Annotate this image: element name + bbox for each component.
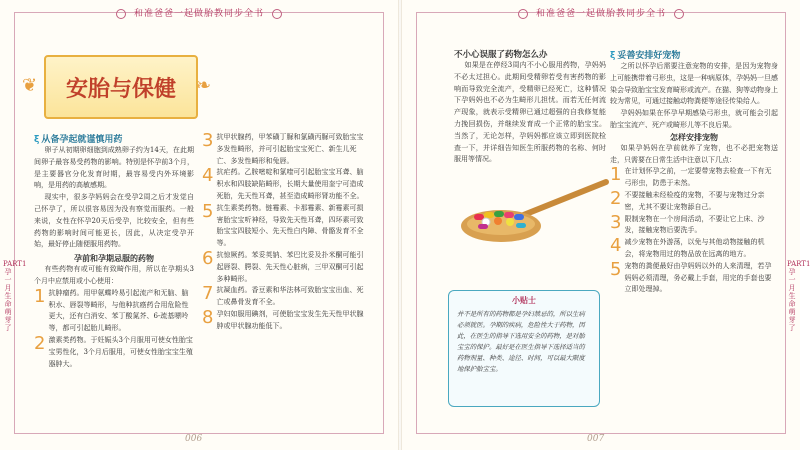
list-item: 3 抗甲状腺药，甲苯磺丁脲和氯磺丙脲可致胎宝宝多发性畸形，并可引起胎宝宝死亡、新生儿死亡、多发性畸形和兔唇。 bbox=[202, 130, 364, 165]
spoon-handle bbox=[516, 182, 606, 218]
tip-title: 小贴士 bbox=[512, 295, 536, 305]
right-running-header bbox=[402, 6, 800, 19]
ornament-icon bbox=[518, 9, 528, 19]
ornament-icon bbox=[116, 9, 126, 19]
page-number-right: 007 bbox=[587, 434, 605, 444]
pill-spoon-image bbox=[456, 178, 606, 256]
tip-body: 并不是所有的药物都是孕妇禁忌的，所以生病必须就医。孕期的疾病，危险性大于药物，因此，在医生的指导下选用安全的药物，是对胎宝宝的保护。最好是在医生指导下选择适当的药物剂量、种类、途径、时间，可以最大限度地保护胎宝宝。 bbox=[457, 310, 585, 373]
paragraph: 孕妈妈如果在怀孕早期感染弓形虫，就可能会引起胎宝宝流产、死产或畸形儿等不良后果。 bbox=[610, 109, 778, 129]
left-page bbox=[0, 0, 398, 450]
section-heading: 不小心误服了药物怎么办 bbox=[454, 50, 548, 60]
left-column-2 bbox=[202, 132, 366, 333]
paragraph: 如果是在停经3周内不小心服用药物，孕妈妈不必太过担心。此期间受精卵若受有害药物的影响而导致完全流产，受精卵已经死亡，这种情况下孕妈妈也不必为生畸形儿担忧。而若无任何流产现象，就表示受精卵已通过超强的自我修复能力挽回损伤，并继续发育成一个正常的胎宝宝。当然了，无论怎样，孕妈妈都应该立即到医院检查一下，并详细告知医生所服药物的名称、何时服用等情况。 bbox=[454, 61, 606, 164]
paragraph: 卵子从初期卵细胞到成熟卵子约为14天，在此期间卵子最容易受药物的影响。特别是怀孕前3个月，是主要器官分化发育时期，最容易受内外环境影响，是用药的高敏感期。 bbox=[34, 146, 194, 190]
left-running-header bbox=[0, 6, 398, 19]
list-item: 8 孕妇如服用碘剂，可使胎宝宝发生先天性甲状腺肿或甲状腺功能低下。 bbox=[202, 306, 364, 330]
subheading: 怎样安排宠物 bbox=[670, 131, 718, 142]
right-column-1 bbox=[454, 48, 606, 166]
list-item: 7 抗凝血药。香豆素和华法林可致胎宝宝出血、死亡或鼻骨发育不全。 bbox=[202, 283, 364, 307]
subheading: 孕前和孕期忌服的药物 bbox=[74, 253, 154, 264]
section-heading: ξ 妥善安排好宠物 bbox=[610, 51, 681, 61]
list-item: 3 限制宠物在一个房间活动，不要让它上床、沙发，接触宠物后要洗手。 bbox=[610, 211, 765, 235]
list-item: 5 宠物的粪便最好由孕妈妈以外的人来清理，若孕妈妈必须清理，务必戴上手套，用完的手套也要立即处理掉。 bbox=[610, 258, 772, 294]
list-item: 6 抗惊厥药。苯妥英钠、苯巴比妥及扑米酮可能引起唇裂、腭裂、先天性心脏病，三甲双酮可引起多种畸形。 bbox=[202, 247, 364, 283]
section-heading: ξ 从备孕起就谨慎用药 bbox=[34, 135, 123, 145]
right-header-text: 和准爸爸一起做胎教同步全书 bbox=[535, 9, 666, 19]
section-title: 安胎与保健 bbox=[65, 76, 176, 102]
list-item: 4 抗疟药。乙胺嘧啶和氯喹可引起胎宝宝耳聋、脑积水和四肢缺陷畸形，长期大量使用奎宁可造成死胎，先天性耳聋，甚至造成畸形肾功能不全。 bbox=[202, 165, 364, 200]
list-item: 1 在计划怀孕之前，一定要带宠物去检查一下有无弓形虫，防患于未然。 bbox=[610, 164, 772, 188]
page-number-left: 006 bbox=[185, 434, 203, 444]
left-header-text: 和准爸爸一起做胎教同步全书 bbox=[133, 9, 264, 19]
ornament-wing-icon: ❦ bbox=[22, 75, 38, 96]
list-item: 5 抗生素类药物。链霉素、卡那霉素、新霉素可损害胎宝宝听神经，导致先天性耳聋，四环素可致胎宝宝四肢短小、先天性白内障、骨骼发育不全等。 bbox=[202, 200, 364, 248]
paragraph: 现实中，很多孕妈妈会在受孕2周之后才发觉自己怀孕了，所以很容易因为没有察觉而服药。一般来说，女性在怀孕20天后受孕，比较安全，但有些药物的影响时间可能更长，因此，从决定受孕开始，最好停止随便服用药物。 bbox=[34, 193, 194, 249]
paragraph: 有些药物有或可能有致畸作用，所以在孕期头3个月中应禁用或小心使用： bbox=[34, 265, 194, 285]
list-item: 2 激素类药物。于妊娠头3个月服用可使女性胎宝宝男性化，3个月后服用，可使女性胎宝宝生殖器肿大。 bbox=[34, 332, 193, 368]
section-title-box bbox=[44, 55, 198, 119]
swirl-icon: ξ bbox=[610, 51, 616, 61]
left-column-1 bbox=[34, 132, 194, 370]
swirl-icon: ξ bbox=[34, 135, 40, 145]
list-item: 2 不要接触未经检疫的宠物，不要与宠物过分亲密，尤其不要让宠物舔自己。 bbox=[610, 187, 765, 211]
paragraph: 之所以怀孕后需要注意宠物的安排，是因为宠物身上可能携带着弓形虫，这是一种病原体，孕妈妈一旦感染会导致胎宝宝发育畸形或流产。在猫、狗等动物身上较为常见，可通过接触动物粪便等途径传染给人。 bbox=[610, 62, 778, 106]
right-side-tab: PART1 孕一月 生命萌芽了 bbox=[787, 260, 810, 332]
left-side-tab: PART1 孕一月 生命萌芽了 bbox=[3, 260, 27, 332]
ornament-icon bbox=[272, 9, 282, 19]
ornament-wing-icon: ❧ bbox=[196, 75, 212, 96]
tip-box bbox=[448, 290, 600, 407]
list-item: 1 抗肿瘤药。用甲氨蝶呤易引起流产和无脑、脑积水、唇裂等畸形，与他种抗癌药合用危险性更大，还有白消安、苯丁酸氮芥、6-巯基嘌呤等，都可引起胎儿畸形。 bbox=[34, 285, 189, 333]
list-item: 4 减少宠物在外游荡，以免与其他动物接触的机会，将宠物用过的物品放在远离的地方。 bbox=[610, 235, 765, 258]
ornament-icon bbox=[674, 9, 684, 19]
right-column-2 bbox=[610, 48, 778, 296]
paragraph: 如果孕妈妈在孕前就养了宠物，也不必把宠物送走，只需要在日常生活中注意以下几点： bbox=[610, 143, 778, 164]
